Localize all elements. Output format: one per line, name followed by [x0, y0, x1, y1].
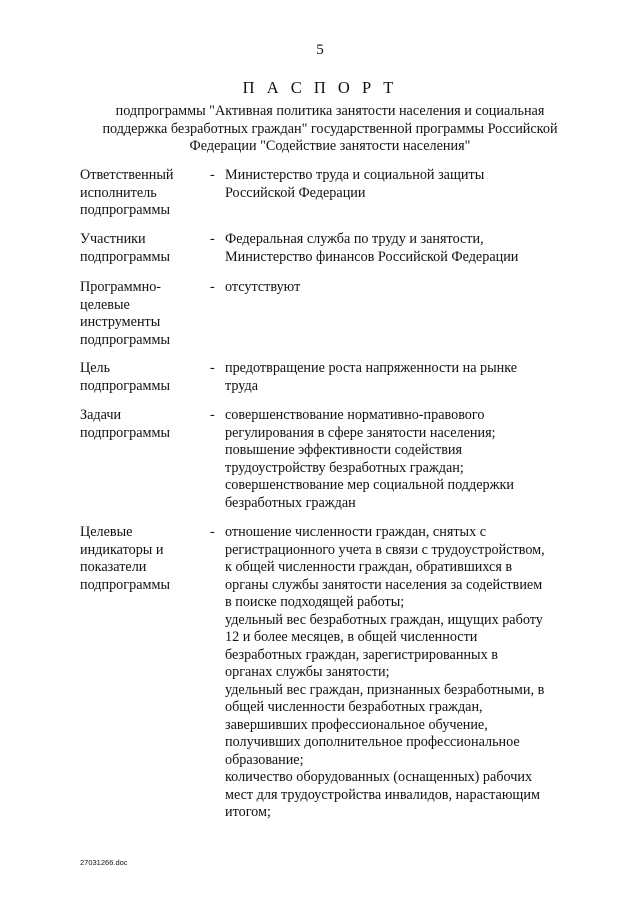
- label-line: индикаторы и: [80, 541, 164, 558]
- section-value: [225, 167, 570, 202]
- value-line: совершенствование мер социальной поддержки: [225, 477, 514, 493]
- section-value: [225, 360, 570, 395]
- label-line: подпрограммы: [80, 202, 170, 218]
- label-line: подпрограммы: [80, 576, 170, 593]
- label-line: Целевые: [80, 524, 133, 540]
- value-line: отсутствуют: [225, 279, 301, 295]
- section-label: [80, 360, 210, 395]
- label-line: подпрограммы: [80, 424, 170, 441]
- section-value: [225, 279, 570, 297]
- value-line: регистрационного учета в связи с трудоустройством,: [225, 541, 545, 558]
- section-value: [225, 407, 570, 512]
- section-label: [80, 231, 210, 266]
- value-line: органы службы занятости населения за содействием: [225, 576, 543, 593]
- section-value: [225, 231, 570, 266]
- value-line: к общей численности граждан, обратившихся в: [225, 559, 513, 575]
- section-dash: -: [210, 407, 215, 423]
- value-line: предотвращение роста напряженности на рынке: [225, 360, 518, 376]
- label-line: целевые: [80, 296, 130, 313]
- value-line: Российской Федерации: [225, 184, 366, 201]
- label-line: показатели: [80, 559, 147, 575]
- value-line: 12 и более месяцев, в общей численности: [225, 629, 478, 645]
- label-line: Ответственный: [80, 167, 174, 183]
- label-line: Задачи: [80, 407, 122, 423]
- value-line: получивших дополнительное профессиональное: [225, 734, 520, 750]
- value-line: удельный вес граждан, признанных безработными, в: [225, 681, 545, 698]
- label-line: Программно-: [80, 279, 162, 295]
- label-line: подпрограммы: [80, 377, 170, 394]
- subtitle-line: Федерации "Содействие занятости населения": [189, 138, 471, 154]
- section-label: [80, 524, 210, 594]
- value-line: завершивших профессиональное обучение,: [225, 716, 488, 733]
- value-line: количество оборудованных (оснащенных) рабочих: [225, 769, 533, 785]
- value-line: Министерство труда и социальной защиты: [225, 167, 485, 183]
- value-line: отношение численности граждан, снятых с: [225, 524, 487, 540]
- value-line: органах службы занятости;: [225, 664, 390, 680]
- section-dash: -: [210, 524, 215, 540]
- section-dash: -: [210, 231, 215, 247]
- value-line: общей численности безработных граждан,: [225, 699, 483, 715]
- document-title: П А С П О Р Т: [242, 78, 398, 97]
- value-line: безработных граждан: [225, 494, 356, 511]
- section-value: [225, 524, 570, 822]
- label-line: инструменты: [80, 314, 161, 330]
- value-line: в поиске подходящей работы;: [225, 594, 405, 610]
- page-number: 5: [316, 42, 324, 58]
- subtitle-line: подпрограммы "Активная политика занятости населения и социальная: [115, 103, 545, 119]
- label-line: подпрограммы: [80, 331, 170, 348]
- section-label: [80, 279, 210, 349]
- label-line: Цель: [80, 360, 111, 376]
- value-line: безработных граждан, зарегистрированных в: [225, 646, 498, 663]
- value-line: образование;: [225, 751, 304, 768]
- value-line: мест для трудоустройства инвалидов, нарастающим: [225, 786, 540, 803]
- label-line: исполнитель: [80, 184, 157, 201]
- value-line: совершенствование нормативно-правового: [225, 407, 485, 423]
- subtitle-line: поддержка безработных граждан" государственной программы Российской: [102, 120, 558, 137]
- value-line: Федеральная служба по труду и занятости,: [225, 231, 484, 247]
- section-dash: -: [210, 279, 215, 295]
- value-line: труда: [225, 377, 258, 394]
- document-subtitle: [80, 103, 580, 156]
- label-line: подпрограммы: [80, 248, 170, 265]
- value-line: Министерство финансов Российской Федерации: [225, 248, 519, 265]
- section-dash: -: [210, 360, 215, 376]
- value-line: удельный вес безработных граждан, ищущих работу: [225, 611, 543, 628]
- value-line: регулирования в сфере занятости населения;: [225, 424, 496, 441]
- value-line: трудоустройству безработных граждан;: [225, 459, 464, 476]
- section-dash: -: [210, 167, 215, 183]
- section-label: [80, 167, 210, 220]
- footer-filename: 27031266.doc: [80, 858, 128, 867]
- label-line: Участники: [80, 231, 146, 247]
- section-label: [80, 407, 210, 442]
- value-line: итогом;: [225, 804, 271, 820]
- value-line: повышение эффективности содействия: [225, 442, 463, 458]
